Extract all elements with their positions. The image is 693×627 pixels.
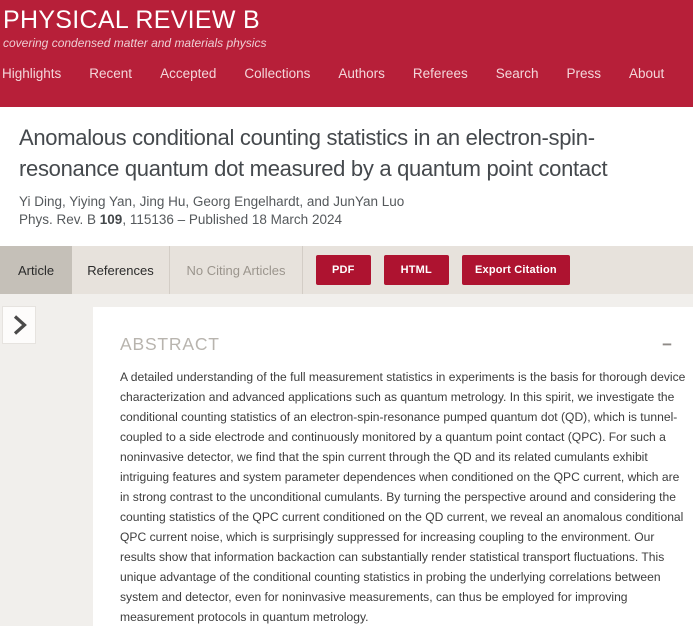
nav-item-highlights[interactable]: Highlights [2,66,62,81]
pdf-button[interactable]: PDF [316,255,371,285]
citation-line [19,211,677,229]
minus-icon[interactable]: − [658,340,676,350]
sidebar-expand-button[interactable] [2,306,36,344]
author-list: Yi Ding, Yiying Yan, Jing Hu, Georg Engelhardt, and JunYan Luo [19,194,405,209]
tab-article[interactable]: Article [0,246,72,294]
action-buttons [316,246,570,294]
export-citation-button[interactable]: Export Citation [462,255,570,285]
html-button[interactable]: HTML [384,255,449,285]
abstract-card [93,307,693,626]
citation-journal: Phys. Rev. B [19,212,100,227]
citation-volume: 109 [99,212,123,227]
abstract-card-header [120,334,676,355]
nav-item-recent[interactable]: Recent [89,66,133,81]
tab-no-citing-articles: No Citing Articles [170,246,303,294]
chevron-right-icon [8,313,30,337]
nav-item-press[interactable]: Press [566,66,601,81]
main-nav [2,66,664,81]
journal-header [0,0,693,107]
content-area [0,294,693,626]
abstract-heading: ABSTRACT [120,334,220,354]
citation-rest: , 115136 – Published 18 March 2024 [122,212,342,227]
nav-item-search[interactable]: Search [495,66,539,81]
article-tabbar [0,246,693,294]
article-header [0,107,693,246]
journal-tagline: covering condensed matter and materials physics [3,36,267,51]
tab-references[interactable]: References [72,246,170,294]
journal-title: PHYSICAL REVIEW B [3,6,261,34]
article-title: Anomalous conditional counting statistics in an electron-spin-resonance quantum dot measured by a quantum point contact [19,125,608,181]
nav-item-about[interactable]: About [629,66,665,81]
nav-item-collections[interactable]: Collections [244,66,311,81]
nav-item-referees[interactable]: Referees [412,66,468,81]
abstract-text: A detailed understanding of the full measurement statistics in experiments is the basis for thorough device characterization and advanced applications such as quantum metrology. In this spirit, we investigate the conditional counting statistics of an electron-spin-resonance pumped quantum dot (QD), which is tunnel-coupled to a side electrode and continuously monitored by a quantum point contact (QPC). For such a noninvasive detector, we find that the spin current through the QD and its related cumulants exhibit intriguing features and system parameter dependences when conditioned on the QPC current, which are in strong contrast to the unconditional cumulants. By turning the perspective around and considering the counting statistics of the QPC current conditioned on the QD current, we reveal an anomalous conditional QPC current noise, which is surprisingly suppressed for increasing coupling to the environment. Our results show that information backaction can substantially render statistical transport fluctuations. This unique advantage of the conditional counting statistics in probing the underlying correlations between system and detector, even for noninvasive measurements, can thus be employed for improving measurement protocols in quantum metrology. [120,370,686,624]
nav-item-accepted[interactable]: Accepted [160,66,217,81]
nav-item-authors[interactable]: Authors [338,66,385,81]
